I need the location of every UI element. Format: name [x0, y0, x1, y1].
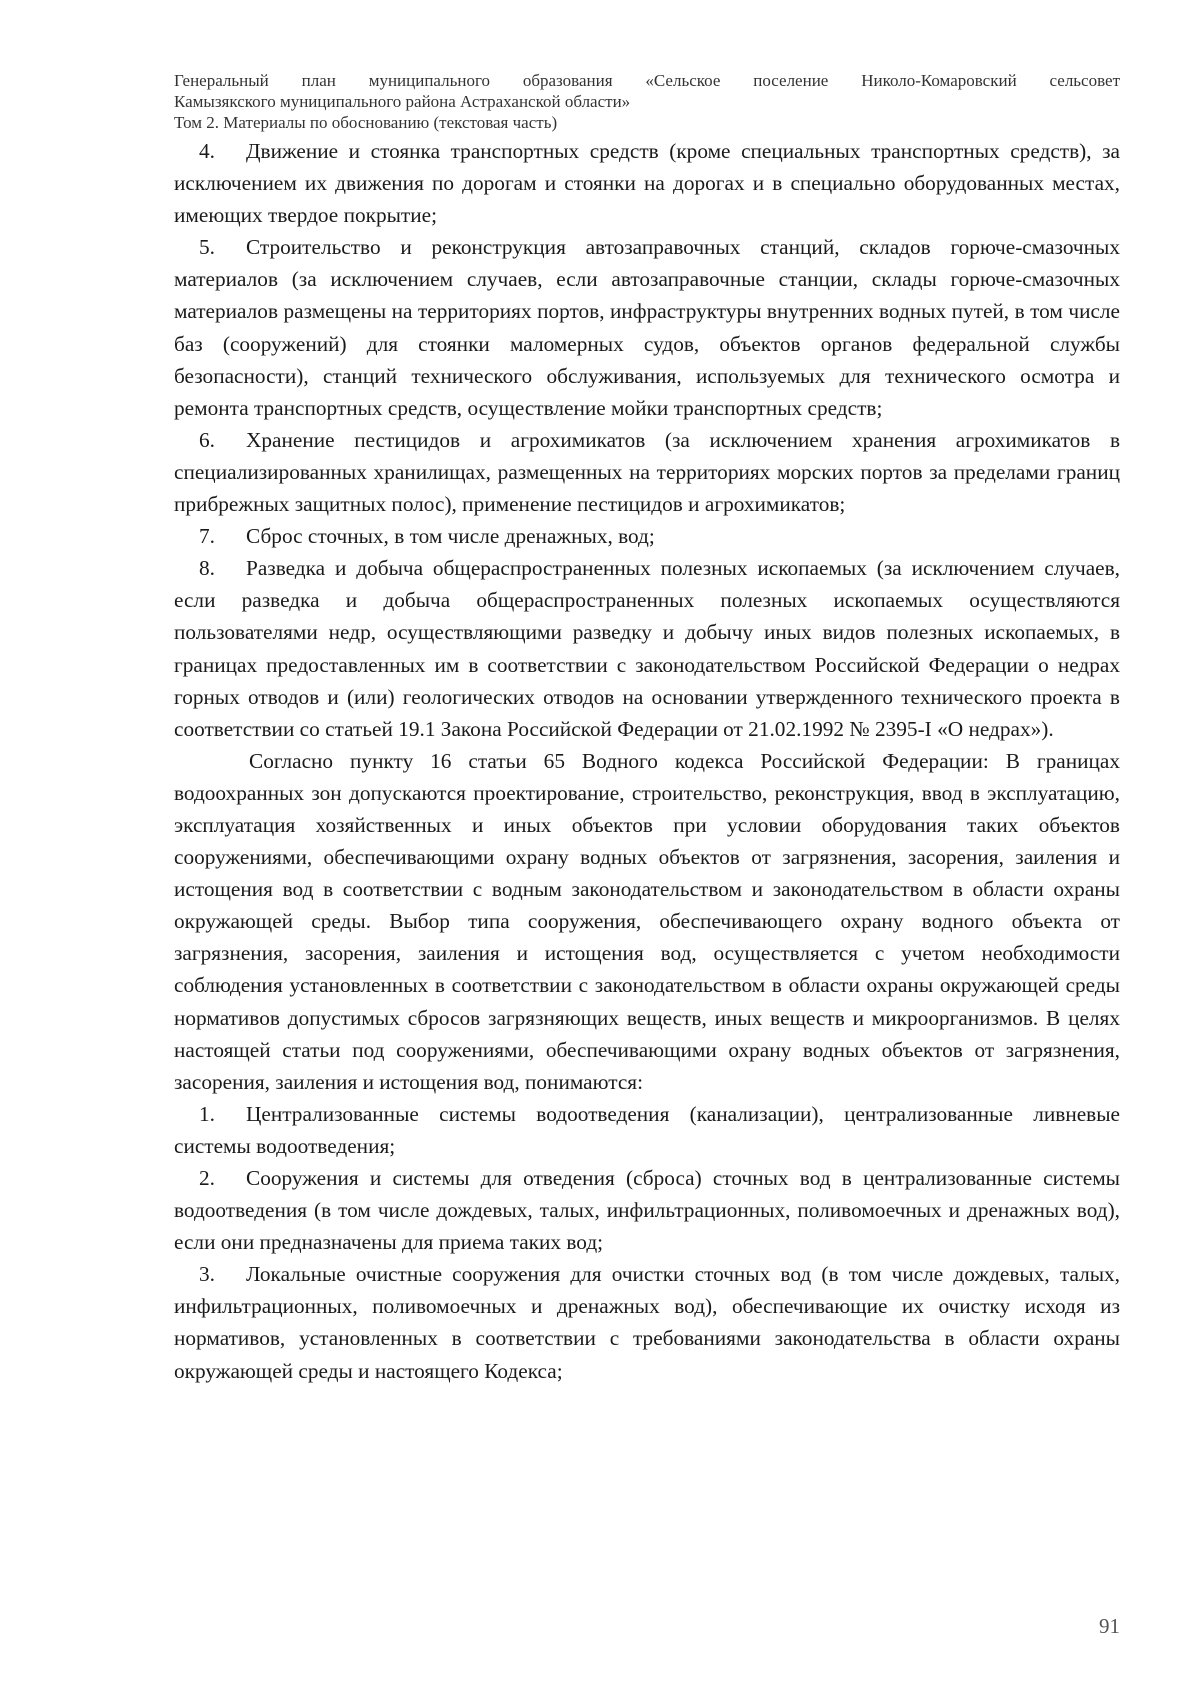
- list-item-text: Сооружения и системы для отведения (сброса) сточных вод в централизованные системы водоотведения (в том числе дождевых, талых, инфильтрационных, поливомоечных и дренажных вод), если они предназначены для приема таких вод;: [174, 1166, 1120, 1255]
- list-item-text: Строительство и реконструкция автозаправочных станций, складов горюче-смазочных материалов (за исключением случаев, если автозаправочные станции, склады горюче-смазочных материалов размещены на территориях портов, инфраструктуры внутренних водных путей, в том числе баз (сооружений) для стоянки маломерных судов, объектов органов федеральной службы безопасности), станций технического обслуживания, используемых для технического осмотра и ремонта транспортных средств, осуществление мойки транспортных средств;: [174, 235, 1120, 420]
- header-line-3: Том 2. Материалы по обоснованию (текстовая часть): [174, 113, 558, 132]
- list-item-number: 3.: [199, 1262, 215, 1287]
- list-item-number: 5.: [199, 235, 215, 260]
- page-header: [174, 70, 1120, 133]
- list-item-text: Разведка и добыча общераспространенных полезных ископаемых (за исключением случаев, если разведка и добыча общераспространенных полезных ископаемых осуществляются пользователями недр, осуществляющими разведку и добычу иных видов полезных ископаемых, в границах предоставленных им в соответствии с законодательством Российской Федерации о недрах горных отводов и (или) геологических отводов на основании утвержденного технического проекта в соответствии со статьей 19.1 Закона Российской Федерации от 21.02.1992 № 2395-I «О недрах»).: [174, 556, 1120, 741]
- page-number: 91: [1099, 1614, 1120, 1638]
- header-line-2: Камызякского муниципального района Астраханской области»: [174, 92, 631, 111]
- list-item-text: Движение и стоянка транспортных средств (кроме специальных транспортных средств), за исключением их движения по дорогам и стоянки на дорогах и в специально оборудованных местах, имеющих твердое покрытие;: [174, 139, 1120, 228]
- list-item-text: Сброс сточных, в том числе дренажных, вод;: [246, 524, 655, 549]
- list-item: [174, 552, 1120, 745]
- list-item: [174, 1162, 1120, 1258]
- list-item-number: 6.: [199, 427, 215, 452]
- list-item-text: Хранение пестицидов и агрохимикатов (за исключением хранения агрохимикатов в специализированных хранилищах, размещенных на территориях морских портов за пределами границ прибрежных защитных полос), применение пестицидов и агрохимикатов;: [174, 427, 1120, 517]
- list-item: [174, 424, 1120, 520]
- list-item-number: 2.: [199, 1166, 215, 1190]
- document-page: [174, 70, 1120, 1670]
- header-line-1: Генеральный план муниципального образования «Сельское поселение Николо-Комаровский сельсовет: [174, 71, 1120, 90]
- list-item: [174, 135, 1120, 231]
- list-item-number: 1.: [199, 1101, 215, 1126]
- list-item: [174, 231, 1120, 424]
- list-item: [174, 1258, 1120, 1386]
- list-item-text: Локальные очистные сооружения для очистки сточных вод (в том числе дождевых, талых, инфильтрационных, поливомоечных и дренажных вод), обеспечивающие их очистку исходя из нормативов, установленных в соответствии с требованиями законодательства в области охраны окружающей среды и настоящего Кодекса;: [174, 1262, 1120, 1383]
- body-paragraph: Согласно пункту 16 статьи 65 Водного кодекса Российской Федерации: В границах водоохранных зон допускаются проектирование, строительство, реконструкция, ввод в эксплуатацию, эксплуатация хозяйственных и иных объектов при условии оборудования таких объектов сооружениями, обеспечивающими охрану водных объектов от загрязнения, засорения, заиления и истощения вод в соответствии с водным законодательством и законодательством в области охраны окружающей среды. Выбор типа сооружения, обеспечивающего охрану водного объекта от загрязнения, засорения, заиления и истощения вод, осуществляется с учетом необходимости соблюдения установленных в соответствии с законодательством в области охраны окружающей среды нормативов допустимых сбросов загрязняющих веществ, иных веществ и микроорганизмов. В целях настоящей статьи под сооружениями, обеспечивающими охрану водных объектов от загрязнения, засорения, заиления и истощения вод, понимаются:: [174, 748, 1120, 1094]
- list-item-number: 7.: [199, 524, 215, 549]
- list-item: [174, 1098, 1120, 1162]
- list-item: [174, 520, 1120, 552]
- list-item-number: 4.: [199, 139, 215, 163]
- list-item-text: Централизованные системы водоотведения (канализации), централизованные ливневые системы водоотведения;: [174, 1101, 1120, 1158]
- list-item-number: 8.: [199, 556, 215, 581]
- document-body: [174, 135, 1120, 1387]
